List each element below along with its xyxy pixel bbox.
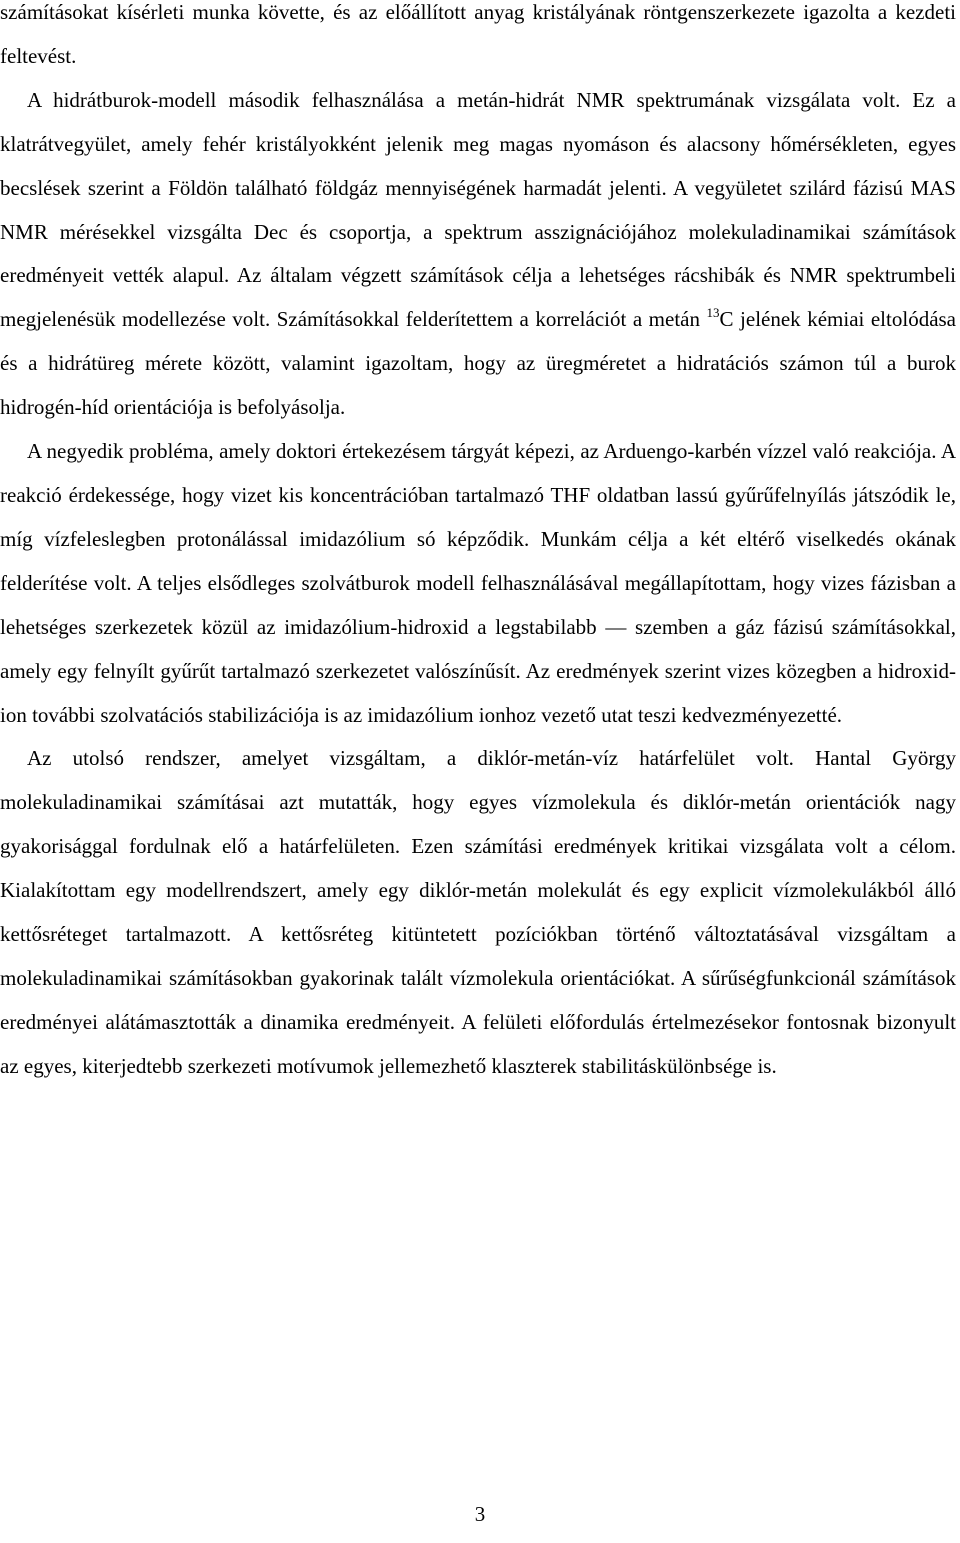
page-number: 3 [474,1502,486,1526]
paragraph-dichloromethane-water: Az utolsó rendszer, amelyet vizsgáltam, a diklór-metán-víz határfelület volt. Hantal György molekuladinamikai számításai azt mutatták, hogy egyes vízmolekula és diklór-metán orientációk nagy gyakorisággal fordulnak elő a határfelületen. Ezen számítási eredmények kritikai vizsgálata volt a célom. Kialakítottam egy modellrendszert, amely egy diklór-metán molekulát és egy explicit vízmolekulákból álló kettősréteget tartalmazott. A kettősréteg kitüntetett pozíciókban történő változtatásával vizsgáltam a molekuladinamikai számításokban gyakorinak talált vízmolekula orientációkat. A sűrűségfunkcionál számítások eredményei alátámasztották a dinamika eredményeit. A felületi előfordulás értelmezésekor fontosnak bizonyult az egyes, kiterjedtebb szerkezeti motívumok jellemezhető klaszterek stabilitáskülönbsége is. [0,746,956,1078]
paragraph-methane-hydrate-part-2: C jelének kémiai eltolódása és a hidrátüreg mérete között, valamint igazoltam, hogy az üregméretet a hidratációs számon túl a burok hidrogén-híd orientációja is befolyásolja. [0,307,957,420]
paragraph-methane-hydrate-part-1: A hidrátburok-modell második felhasználása a metán-hidrát NMR spektrumának vizsgálata volt. Ez a klatrátvegyület, amely fehér kristályokként jelenik meg magas nyomáson és alacsony hőmérsékleten, egyes becslések szerint a Földön található földgáz mennyiségének harmadát jelenti. A vegyületet szilárd fázisú MAS NMR mérésekkel vizsgálta Dec és csoportja, a spektrum asszignációjához molekuladinamikai számítások eredményeit vették alapul. Az általam végzett számítások célja a lehetséges rácshibák és NMR spektrumbeli megjelenésük modellezése volt. Számításokkal felderítettem a korrelációt a metán [0,87,956,332]
paragraph-methane-hydrate [0,79,956,430]
paragraph-continuation: számításokat kísérleti munka követte, és az előállított anyag kristályának röntgenszerkezete igazolta a kezdeti feltevést. [0,0,956,68]
paragraph-arduengo-carbene: A negyedik probléma, amely doktori értekezésem tárgyát képezi, az Arduengo-karbén vízzel való reakciója. A reakció érdekessége, hogy vizet kis koncentrációban tartalmazó THF oldatban lassú gyűrűfelnyílás játszódik le, míg vízfeleslegben protonálással imidazólium só képződik. Munkám célja a két eltérő viselkedés okának felderítése volt. A teljes elsődleges szolvátburok modell felhasználásával megállapítottam, hogy vizes fázisban a lehetséges szerkezetek közül az imidazólium-hidroxid a legstabilabb — szemben a gáz fázisú számításokkal, amely egy felnyílt gyűrűt tartalmazó szerkezetet valószínűsít. Az eredmények szerint vizes közegben a hidroxid-ion további szolvatációs stabilizációja is az imidazólium ionhoz vezető utat teszi kedvezményezetté. [0,439,956,727]
isotope-superscript: 13 [706,305,720,321]
